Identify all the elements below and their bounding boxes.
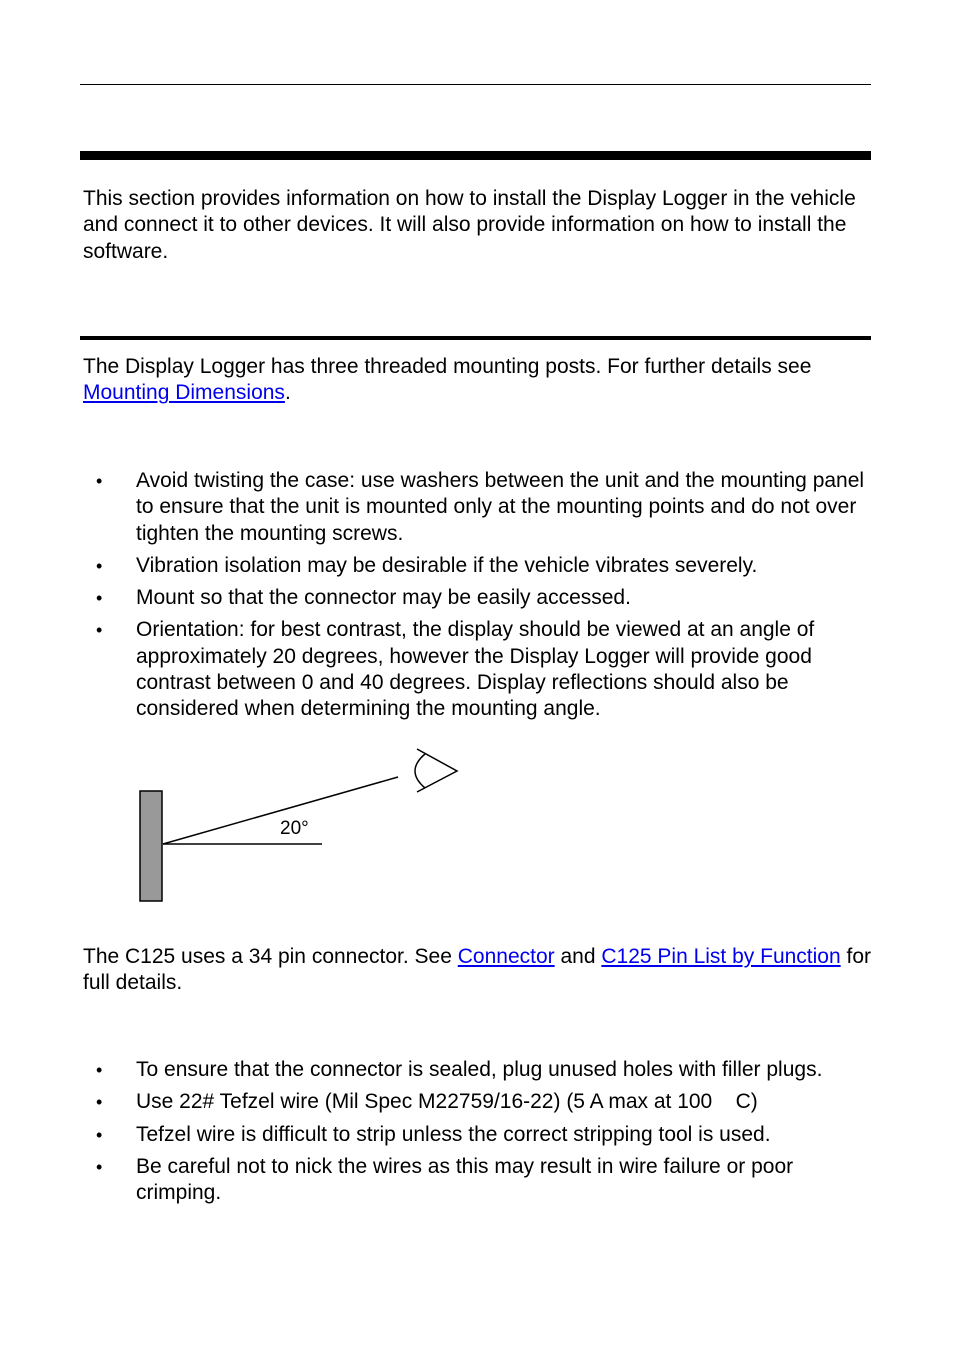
list-item-text: Avoid twisting the case: use washers between the unit and the mounting panel to ensure that the unit is mounted only at the mounting points and do not over tighten the mounting screws. (136, 469, 865, 545)
list-item-text: Mount so that the connector may be easily accessed. (136, 586, 631, 610)
connector-text-end: for full details. (83, 945, 871, 995)
bullet-icon: • (96, 555, 103, 576)
bullet-icon: • (96, 1156, 103, 1177)
list-item-text: Vibration isolation may be desirable if the vehicle vibrates severely. (136, 553, 758, 577)
header-rule (80, 84, 871, 85)
connector-paragraph (83, 944, 873, 997)
list-item (83, 617, 873, 722)
list-item-text: Tefzel wire is difficult to strip unless the correct stripping tool is used. (136, 1122, 771, 1146)
display-panel-shape (140, 791, 162, 901)
intro-paragraph: This section provides information on how to install the Display Logger in the vehicle and connect it to other devices. It will also provide information on how to install the software. (83, 187, 856, 263)
list-item (83, 1057, 873, 1083)
bullet-icon: • (96, 588, 103, 609)
connector-link[interactable]: Connector (457, 945, 555, 968)
connector-text: The C125 uses a 34 pin connector. See (83, 945, 458, 968)
mounting-text-end: . (284, 381, 291, 405)
list-item-text: Use 22# Tefzel wire (Mil Spec M22759/16-22) (5 A max at 100 C) (136, 1090, 758, 1114)
bullet-icon: • (96, 1060, 103, 1080)
bullet-icon: • (96, 471, 103, 491)
pin-list-link[interactable]: C125 Pin List by Function (601, 945, 841, 968)
list-item (83, 1089, 873, 1115)
list-item-text: Be careful not to nick the wires as this may result in wire failure or poor crimping. (136, 1154, 794, 1205)
list-item-text: Orientation: for best contrast, the display should be viewed at an angle of approximately 20 degrees, however the Display Logger will provide good contrast between 0 and 40 degrees. Display reflections should also be considered when determining the mounting angle. (136, 618, 815, 721)
mounting-bullet-list (83, 468, 873, 729)
bullet-icon: • (96, 1092, 103, 1113)
section-rule (80, 151, 871, 160)
list-item (83, 1154, 873, 1207)
list-item-text: To ensure that the connector is sealed, plug unused holes with filler plugs. (136, 1058, 823, 1081)
list-item (83, 468, 873, 547)
eye-lens-icon (415, 754, 425, 788)
list-item (83, 553, 873, 579)
bullet-icon: • (96, 1124, 103, 1145)
mounting-dimensions-link[interactable]: Mounting Dimensions (83, 381, 285, 405)
angle-label: 20° (280, 818, 309, 839)
connector-text-and: and (554, 945, 602, 968)
mounting-paragraph (83, 354, 873, 407)
list-item (83, 1122, 873, 1148)
mounting-text: The Display Logger has three threaded mounting posts. For further details see (83, 355, 812, 378)
bullet-icon: • (96, 620, 103, 641)
subsection-rule (80, 336, 871, 340)
viewing-angle-diagram (130, 740, 470, 910)
wiring-bullet-list (83, 1057, 873, 1212)
list-item (83, 585, 873, 611)
